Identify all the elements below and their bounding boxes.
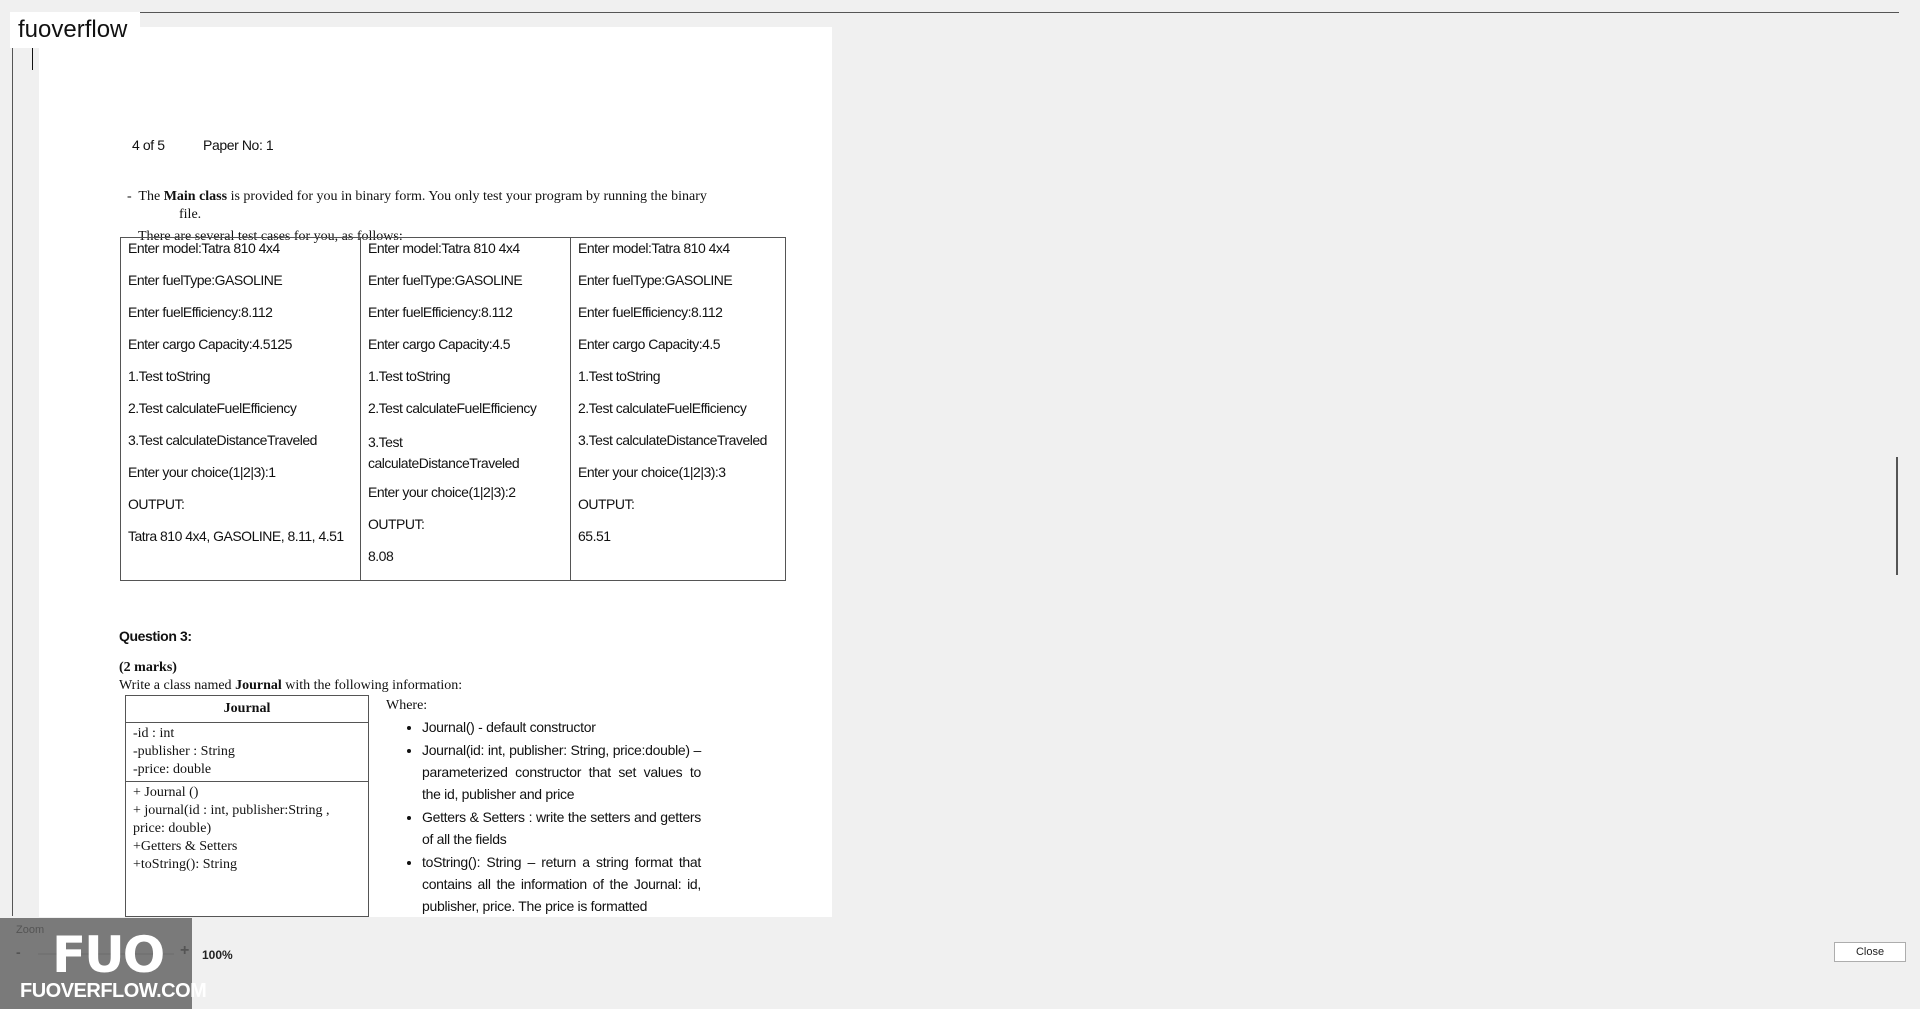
test-line: 1.Test toString bbox=[368, 368, 450, 384]
question-description bbox=[119, 678, 462, 694]
test-case-3 bbox=[571, 238, 786, 581]
fuoverflow-logo bbox=[0, 918, 207, 1009]
test-line: Enter your choice(1|2|3):1 bbox=[128, 464, 276, 480]
list-item: • Journal(id: int, publisher: String, price:double) – parameterized constructor that set values to the id, publisher and price bbox=[422, 739, 701, 805]
where-list bbox=[386, 716, 701, 917]
where-label: Where: bbox=[386, 698, 428, 713]
test-line: 2.Test calculateFuelEfficiency bbox=[578, 400, 747, 416]
test-line: 2.Test calculateFuelEfficiency bbox=[128, 400, 297, 416]
intro-pre: The bbox=[138, 189, 164, 204]
close-button[interactable]: Close bbox=[1834, 942, 1906, 962]
uml-methods bbox=[126, 782, 369, 917]
logo-text: FUOVERFLOW.COM bbox=[20, 980, 207, 1002]
test-line: Enter fuelEfficiency:8.112 bbox=[578, 304, 723, 320]
test-line: 3.Test calculateDistanceTraveled bbox=[368, 434, 520, 471]
question-title: Question 3: bbox=[119, 628, 192, 644]
test-line: 1.Test toString bbox=[128, 368, 210, 384]
test-line: 2.Test calculateFuelEfficiency bbox=[368, 400, 537, 416]
test-line: Enter fuelEfficiency:8.112 bbox=[128, 304, 273, 320]
zoom-value: 100% bbox=[202, 948, 233, 962]
test-line: Enter fuelType:GASOLINE bbox=[578, 272, 733, 288]
uml-field: -id : int bbox=[133, 726, 175, 741]
list-item: • Getters & Setters : write the setters and getters of all the fields bbox=[422, 806, 701, 850]
question-desc-post: with the following information: bbox=[281, 678, 463, 693]
uml-method: +Getters & Setters bbox=[133, 839, 238, 854]
test-line: Enter your choice(1|2|3):2 bbox=[368, 484, 516, 500]
test-line: 3.Test calculateDistanceTraveled bbox=[578, 432, 767, 448]
test-line: OUTPUT: bbox=[368, 516, 425, 532]
app-title-text: fuoverflow bbox=[18, 16, 128, 43]
test-line: Enter model:Tatra 810 4x4 bbox=[128, 240, 280, 256]
question-desc-pre: Write a class named bbox=[119, 678, 236, 693]
uml-field: -publisher : String bbox=[133, 744, 235, 759]
test-cases-intro: There are several test cases for you, as follows: bbox=[138, 229, 403, 244]
uml-method: price: double) bbox=[133, 821, 212, 836]
uml-method: + Journal () bbox=[133, 785, 199, 800]
intro-post: is provided for you in binary form. You only test your program by running the binary bbox=[227, 189, 707, 204]
intro-bold: Main class bbox=[163, 189, 228, 204]
list-item: • Journal() - default constructor bbox=[422, 716, 701, 738]
test-line: Enter fuelType:GASOLINE bbox=[368, 272, 523, 288]
intro-paragraph bbox=[127, 189, 707, 205]
app-title bbox=[10, 12, 140, 48]
uml-fields bbox=[126, 723, 369, 782]
test-line: 65.51 bbox=[578, 528, 611, 544]
test-line: Enter cargo Capacity:4.5125 bbox=[128, 336, 292, 352]
test-line: 1.Test toString bbox=[578, 368, 660, 384]
paper-number: Paper No: 1 bbox=[203, 137, 274, 153]
uml-class-diagram bbox=[125, 695, 369, 917]
test-line: 8.08 bbox=[368, 548, 394, 564]
test-line: OUTPUT: bbox=[128, 496, 185, 512]
test-line: 3.Test calculateDistanceTraveled bbox=[128, 432, 317, 448]
test-line: Tatra 810 4x4, GASOLINE, 8.11, 4.51 bbox=[128, 528, 344, 544]
question-marks: (2 marks) bbox=[119, 660, 177, 675]
list-item: • toString(): String – return a string format that contains all the information of the Journal: id, publisher, price. The price is formatted bbox=[422, 851, 701, 917]
test-line: Enter cargo Capacity:4.5 bbox=[578, 336, 721, 352]
page-number: 4 of 5 bbox=[132, 137, 165, 153]
bottom-toolbar bbox=[0, 917, 1920, 1009]
where-section bbox=[386, 698, 701, 918]
logo-mark: FUO bbox=[52, 926, 164, 984]
question-desc-bold: Journal bbox=[235, 678, 282, 693]
vertical-scrollbar-thumb[interactable] bbox=[1896, 457, 1898, 575]
test-case-2 bbox=[361, 238, 571, 581]
uml-field: -price: double bbox=[133, 762, 212, 777]
uml-method: +toString(): String bbox=[133, 857, 237, 872]
test-cases-table bbox=[120, 237, 786, 581]
test-line: Enter your choice(1|2|3):3 bbox=[578, 464, 726, 480]
bullet-dash: - bbox=[127, 189, 132, 204]
test-line: Enter model:Tatra 810 4x4 bbox=[578, 240, 730, 256]
intro-continuation: file. bbox=[179, 207, 202, 222]
test-line: Enter fuelEfficiency:8.112 bbox=[368, 304, 513, 320]
test-line: OUTPUT: bbox=[578, 496, 635, 512]
test-line: Enter fuelType:GASOLINE bbox=[128, 272, 283, 288]
test-line: Enter model:Tatra 810 4x4 bbox=[368, 240, 520, 256]
test-line: Enter cargo Capacity:4.5 bbox=[368, 336, 511, 352]
text-caret bbox=[32, 48, 33, 70]
test-case-1 bbox=[121, 238, 361, 581]
uml-class-name: Journal bbox=[126, 696, 369, 723]
uml-method: + journal(id : int, publisher:String , bbox=[133, 803, 330, 818]
